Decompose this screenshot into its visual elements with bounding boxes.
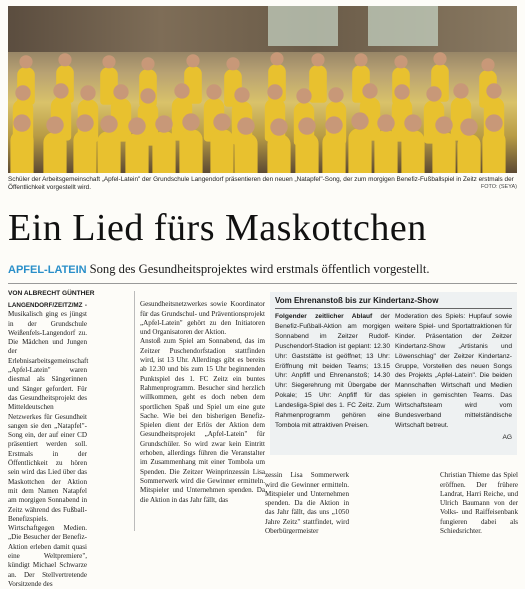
child-figure xyxy=(44,132,67,173)
child-head xyxy=(453,84,468,99)
child-head xyxy=(377,115,394,132)
photo-caption xyxy=(8,176,517,192)
info-box-column-2 xyxy=(395,312,512,431)
divider xyxy=(8,283,517,284)
child-head xyxy=(76,114,93,131)
child-head xyxy=(311,54,324,67)
child-head xyxy=(395,55,408,68)
child-head xyxy=(329,88,344,103)
subheadline xyxy=(8,262,517,278)
child-figure xyxy=(11,131,34,173)
article-text-2: Gesundheitsnetzwerkes sowie Koordinator für das Grundschul- und Präventionsprojekt „Apfel-Latein" gehört zu den Initiatoren und Organisatoren der Aktion. Anstoß zum Spiel am Sonnabend, das im Zeitzer Puschendorfstadion stattfinden wird, ist 13 Uhr. Allerdings gibt es bereits ab 12.30 und bis zum 15 Uhr beginnenden Punktspiel des 1. FC Zeitz ein buntes Rahmenprogramm. Besucher sind herzlich willkommen, geht es doch neben dem sportlichen Spaß und Spiel um eine gute Sache. Wie bei den bisherigen Benefiz-Spielen dient der Erlös der Aktion dem Gesundheitsprojekt „Apfel-Latein" für Grundschüler. So wird zwar kein Eintritt erhoben, allerdings führen die Veranstalter im Zusammenhang mit einer Tombola um Spenden. Die Zeitzer Weinprinzessin Lisa Sommerwerk wird die Gewinner ermitteln. Mitspieler und Unternehmen spenden. Da die Aktion in das Jahr fällt, das xyxy=(140,300,265,504)
child-head xyxy=(206,84,221,99)
article-column-1 xyxy=(8,301,87,589)
photo-window xyxy=(368,6,438,46)
info-box-text-1: der Benefiz-Fußball-Aktion am morgigen Sonnabend im Zeitzer Rudolf-Puschendorf-Stadion ist geplant: 12.30 Uhr: Gaststätte ist geöffnet; 13 Uhr: Eröffnung mit beiden Teams; 13.15 Uhr: Anpfiff und Ehrenanstoß; 14.30 Uhr: Siegerehrung mit Übergabe der Pokale; 15 Uhr: Anpfiff für das Landesliga-Spiel des 1. FC Zeitz. Zum Rahmenprogramm gehören eine Tombola mit attraktiven Preisen. xyxy=(275,313,390,429)
child-head xyxy=(15,85,30,100)
article-column-3 xyxy=(265,462,349,534)
subheadline-text: Song des Gesundheitsprojektes wird erstmals öffentlich vorgestellt. xyxy=(89,262,430,276)
child-head xyxy=(182,114,199,131)
child-figure xyxy=(457,134,480,173)
child-head xyxy=(234,87,249,102)
info-box-title: Vom Ehrenanstoß bis zur Kindertanz-Show xyxy=(275,295,512,309)
child-head xyxy=(47,116,64,133)
child-figure xyxy=(374,130,397,173)
article-text-3: zessin Lisa Sommerwerk wird die Gewinner ermitteln. Mitspieler und Unternehmen spenden. Da die Aktion in das Jahr fällt, das uns „1050 Jahre Zeitz" stattfindet, wird Oberbürgermeister xyxy=(265,471,349,534)
child-head xyxy=(187,55,200,68)
child-figure xyxy=(74,130,97,173)
child-head xyxy=(141,57,154,70)
child-figure xyxy=(433,133,456,173)
photo-credit: FOTO: (SEYA) xyxy=(480,184,517,190)
child-head xyxy=(351,113,368,130)
child-figure xyxy=(211,129,234,173)
child-head xyxy=(296,88,311,103)
child-head xyxy=(100,115,117,132)
info-box-text-2: Moderation des Spiels: Hupfauf sowie weitere Spiel- und Sportattraktionen für Kinder. Präsentation der Zeitzer Kindertanz-Show „Artistanis und Löwenschlag" der Zeitzer Kindertanz-Gruppe, Vorstellen des neuen Songs des Projekts „Apfel-Latein". Die beiden Mannschaften Wirtschaft und Medien spielen in gemischten Teams. Das Wirtschaftsteam wird vom Bundesverband mittelständische Wirtschaft betreut. xyxy=(395,313,512,429)
child-figure xyxy=(179,130,202,173)
child-head xyxy=(214,113,231,130)
child-head xyxy=(270,118,287,135)
byline: VON ALBRECHT GÜNTHER xyxy=(8,290,95,297)
dateline: LANGENDORF/ZEITZ/MZ - xyxy=(8,302,87,309)
child-head xyxy=(460,118,477,135)
kicker: APFEL-LATEIN xyxy=(8,264,87,276)
child-figure xyxy=(322,132,345,173)
child-head xyxy=(128,117,145,134)
article-column-4 xyxy=(440,462,518,534)
child-head xyxy=(325,116,342,133)
child-figure xyxy=(296,134,319,173)
caption-text: Schüler der Arbeitsgemeinschaft „Apfel-Latein" der Grundschule Langendorf präsentieren den neuen „Natapfel"-Song, der zum morgigen Benefiz-Fußballspiel in Zeitz erstmals der Öffentlichkeit vorgestellt wird. xyxy=(8,176,514,192)
child-head xyxy=(271,53,284,66)
article-text-1: Musikalisch ging es jüngst in der Grundschule Weißenfels-Langendorf zu. Die Mädchen und Jungen der Erlebnisarbeitsgemeinschaft „Apfel-Latein" waren diesmal als Sängerinnen und Sänger gefordert. Für das Gesundheitsprojekt des Mitteldeutschen Netzwerkes für Gesundheit sangen sie den „Natapfel"-Song ein, der auf einer CD präsentiert werden soll. Erstmals in der Öffentlichkeit zu hören sein wird das Lied über das Maskottchen der Aktion mit dem Namen Natapfel am morgigen Sonnabend in Zeitz während des Fußball-Benefizspiels. Wirtschaftgegen Medien. „Die Besucher der Benefiz-Aktion erleben damit quasi eine Weltpremiere", kündigt Michael Schwarze an. Der Stellvertretende Vorsitzende des xyxy=(8,310,89,588)
child-head xyxy=(487,83,502,98)
child-head xyxy=(226,57,239,70)
child-head xyxy=(481,58,494,71)
child-figure xyxy=(235,133,258,173)
child-head xyxy=(156,115,173,132)
child-head xyxy=(58,54,71,67)
column-divider xyxy=(134,291,135,531)
child-head xyxy=(354,53,367,66)
child-head xyxy=(80,86,95,101)
child-figure xyxy=(125,133,148,173)
child-head xyxy=(267,84,282,99)
child-figure xyxy=(153,131,176,173)
child-figure xyxy=(267,134,290,173)
info-box-author: AG xyxy=(502,434,512,441)
child-head xyxy=(433,52,446,65)
child-figure xyxy=(348,128,371,173)
article-text-4: Christian Thieme das Spiel eröffnen. Der frühere Landrat, Harri Reiche, und Ulrich Baumann von der Volks- und Raiffeisenbank fungieren dabei als Schiedsrichter. xyxy=(440,471,518,534)
child-head xyxy=(238,117,255,134)
child-figure xyxy=(483,131,506,173)
headline: Ein Lied fürs Maskottchen xyxy=(8,207,427,249)
child-head xyxy=(102,55,115,68)
child-figure xyxy=(401,131,424,173)
child-head xyxy=(53,83,68,98)
child-head xyxy=(404,115,421,132)
info-box xyxy=(270,292,517,455)
info-box-lead: Folgender zeitlicher Ablauf xyxy=(275,313,373,320)
photo-background-wall xyxy=(8,6,517,52)
article-column-2 xyxy=(140,291,265,531)
child-figure xyxy=(97,131,120,173)
photo-window xyxy=(268,6,338,46)
group-photo xyxy=(8,6,517,173)
child-head xyxy=(19,56,32,69)
child-head xyxy=(113,84,128,99)
child-head xyxy=(362,84,377,99)
info-box-column-1 xyxy=(275,312,390,431)
